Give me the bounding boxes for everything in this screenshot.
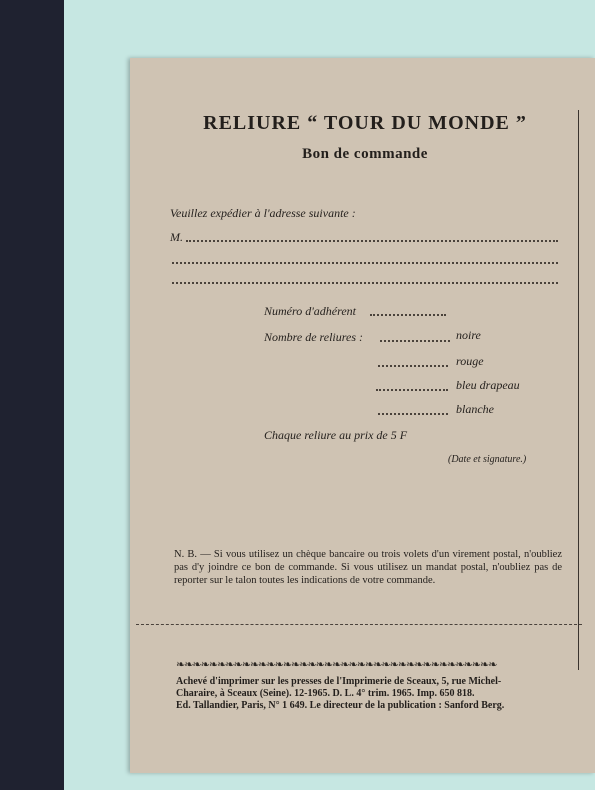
address-line-2[interactable] [172,250,558,264]
quantity-rouge-field[interactable] [378,353,448,367]
price-text: Chaque reliure au prix de 5 F [264,428,408,442]
page-subtitle: Bon de commande [302,146,428,162]
address-m-label: M. [170,230,183,244]
order-form-page [130,58,595,773]
colophon-line: Achevé d'imprimer sur les presses de l'Imprimerie de Sceaux, 5, rue Michel- [176,676,502,687]
member-number-label: Numéro d'adhérent [264,304,356,318]
margin-rule [578,110,579,670]
address-prompt: Veuillez expédier à l'adresse suivante : [170,206,356,220]
color-bleu-drapeau: bleu drapeau [456,378,520,392]
bindings-label: Nombre de reliures : [264,330,363,344]
note-paragraph: N. B. — Si vous utilisez un chèque bancaire ou trois volets d'un virement postal, n'oubliez pas d'y joindre ce bon de commande. Si vous utilisez un mandat postal, n'oubliez pas de reporter sur le talon toutes les indications de votre commande. [174,549,562,586]
dark-background [0,0,64,790]
cut-line [136,624,582,625]
quantity-blanche-field[interactable] [378,401,448,415]
color-blanche: blanche [456,402,494,416]
member-number-field[interactable] [370,302,446,316]
colophon [176,676,562,712]
quantity-bleu-field[interactable] [376,377,448,391]
page-title: RELIURE “ TOUR DU MONDE ” [203,112,527,134]
color-noire: noire [456,328,481,342]
color-rouge: rouge [456,354,484,368]
address-line-1[interactable] [186,228,558,242]
ornament-border: ❧❧❧❧❧❧❧❧❧❧❧❧❧❧❧❧❧❧❧❧❧❧❧❧❧❧❧❧❧❧❧❧❧❧❧❧❧❧❧ [176,659,497,670]
address-line-3[interactable] [172,270,558,284]
signature-hint: (Date et signature.) [448,454,527,465]
colophon-line: Ed. Tallandier, Paris, N° 1 649. Le directeur de la publication : Sanford Berg. [176,700,505,711]
quantity-noire-field[interactable] [380,328,450,342]
colophon-line: Charaire, à Sceaux (Seine). 12-1965. D. L. 4° trim. 1965. Imp. 650 818. [176,688,475,699]
